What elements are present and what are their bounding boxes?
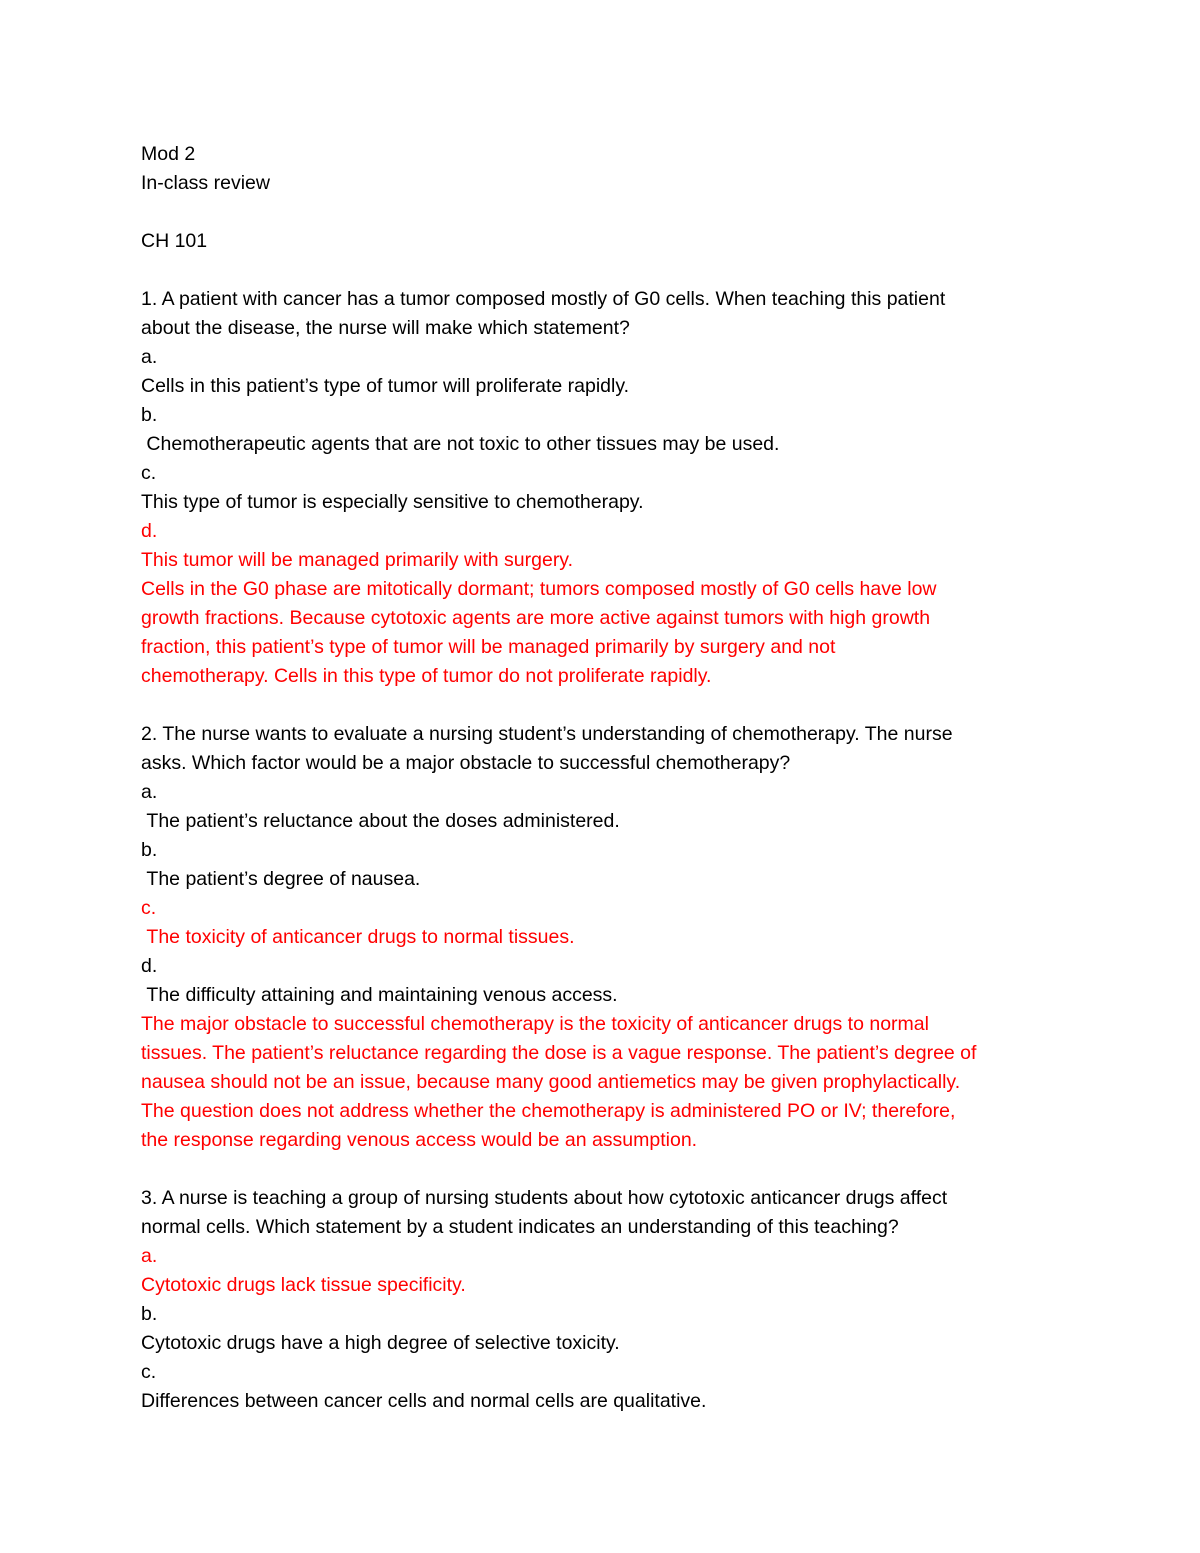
rationale-line: fraction, this patient’s type of tumor will be managed primarily by surgery and not <box>141 636 836 658</box>
spacer <box>141 198 1061 227</box>
option-text: This type of tumor is especially sensitive to chemotherapy. <box>141 491 644 513</box>
spacer <box>141 1155 1061 1184</box>
rationale-line: The question does not address whether the chemotherapy is administered PO or IV; therefore, <box>141 1100 956 1122</box>
option-text: The difficulty attaining and maintaining venous access. <box>141 984 618 1006</box>
option-letter: b. <box>141 404 158 426</box>
question-stem-line: about the disease, the nurse will make which statement? <box>141 317 630 339</box>
chapter-label: CH 101 <box>141 230 208 252</box>
rationale-line: the response regarding venous access would be an assumption. <box>141 1129 698 1151</box>
option-letter: b. <box>141 839 158 861</box>
correct-option-letter: d. <box>141 520 158 542</box>
rationale-line: tissues. The patient’s reluctance regarding the dose is a vague response. The patient’s degree of <box>141 1042 977 1064</box>
option-text: Cytotoxic drugs have a high degree of selective toxicity. <box>141 1332 620 1354</box>
rationale-line: chemotherapy. Cells in this type of tumor do not proliferate rapidly. <box>141 665 712 687</box>
correct-option-text: The toxicity of anticancer drugs to normal tissues. <box>141 926 575 948</box>
review-subtitle: In-class review <box>141 172 270 194</box>
rationale-line: The major obstacle to successful chemotherapy is the toxicity of anticancer drugs to normal <box>141 1013 929 1035</box>
question-stem-line: normal cells. Which statement by a student indicates an understanding of this teaching? <box>141 1216 899 1238</box>
question-stem-line: asks. Which factor would be a major obstacle to successful chemotherapy? <box>141 752 791 774</box>
rationale-line: growth fractions. Because cytotoxic agents are more active against tumors with high growth <box>141 607 931 629</box>
correct-option-text: Cytotoxic drugs lack tissue specificity. <box>141 1274 466 1296</box>
correct-option-text: This tumor will be managed primarily with surgery. <box>141 549 574 571</box>
question-stem-line: 3. A nurse is teaching a group of nursing students about how cytotoxic anticancer drugs affect <box>141 1187 948 1209</box>
rationale-line: Cells in the G0 phase are mitotically dormant; tumors composed mostly of G0 cells have low <box>141 578 937 600</box>
option-text: The patient’s reluctance about the doses administered. <box>141 810 620 832</box>
option-letter: b. <box>141 1303 158 1325</box>
option-text: Chemotherapeutic agents that are not toxic to other tissues may be used. <box>141 433 780 455</box>
option-letter: d. <box>141 955 158 977</box>
option-text: Differences between cancer cells and normal cells are qualitative. <box>141 1390 707 1412</box>
option-letter: c. <box>141 462 157 484</box>
question-3 <box>141 1184 1061 1416</box>
correct-option-letter: c. <box>141 897 157 919</box>
option-letter: c. <box>141 1361 157 1383</box>
spacer <box>141 256 1061 285</box>
option-letter: a. <box>141 781 158 803</box>
option-text: Cells in this patient’s type of tumor will proliferate rapidly. <box>141 375 630 397</box>
option-text: The patient’s degree of nausea. <box>141 868 421 890</box>
module-title: Mod 2 <box>141 143 196 165</box>
rationale-line: nausea should not be an issue, because many good antiemetics may be given prophylactically. <box>141 1071 961 1093</box>
option-letter: a. <box>141 346 158 368</box>
question-stem-line: 1. A patient with cancer has a tumor composed mostly of G0 cells. When teaching this patient <box>141 288 946 310</box>
question-stem-line: 2. The nurse wants to evaluate a nursing student’s understanding of chemotherapy. The nurse <box>141 723 953 745</box>
question-2 <box>141 720 1061 1155</box>
question-1 <box>141 285 1061 691</box>
correct-option-letter: a. <box>141 1245 158 1267</box>
document-content <box>141 140 1061 1416</box>
spacer <box>141 691 1061 720</box>
